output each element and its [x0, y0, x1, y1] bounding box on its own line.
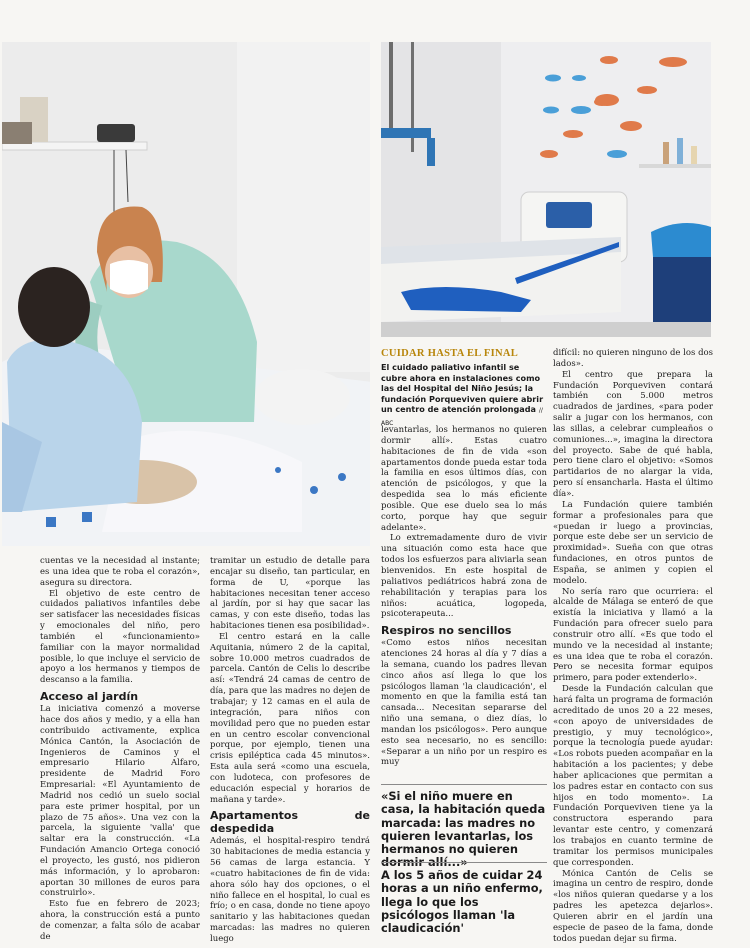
caption-kicker: CUIDAR HASTA EL FINAL [381, 348, 519, 359]
article-column-1 [40, 556, 200, 943]
photo-bathroom-bathtub [381, 42, 711, 337]
paragraph: Además, el hospital-respiro tendrá 30 habitaciones de media estancia y 56 camas de larga estancia. Y «cuatro habitaciones de fin de vida: ahora sólo hay dos opciones, o el niño fallece en el hospital, lo cual es frío; o en casa, donde no tiene apoyo sanitario y las habitaciones quedan marcadas: las madres no quieren luego [210, 836, 370, 944]
pull-quote-2: A los 5 años de cuidar 24 horas a un niño enfermo, llega lo que los psicólogos llaman 'la claudicación' [381, 868, 543, 936]
article-column-2 [210, 556, 370, 945]
caption-text-block [381, 362, 547, 430]
pullquote-rule-top [381, 784, 547, 785]
paragraph: Esto fue en febrero de 2023; ahora, la construcción está a punto de comenzar, a falta sólo de acabar de [40, 899, 200, 942]
paragraph: No sería raro que ocurriera: el alcalde de Málaga se enteró de que existía la iniciativa y llamó a la Fundación para ofrecer suelo para construir otro allí. «Es que todo el mundo ve la necesidad al instante; es una idea que te roba el corazón. Pero se necesita formar equipos primero, para poder extenderlo». [553, 586, 713, 684]
paragraph: Mónica Cantón de Celis se imagina un centro de respiro, donde «los niños quieran quedarse y a los padres les apetezca dejarlos». Quieren abrir en el jardín una especie de paseo de la fama, donde todos puedan dejar su firma. [553, 868, 713, 944]
paragraph: levantarlas, los hermanos no quieren dormir allí». Estas cuatro habitaciones de fin de vida «son apartamentos donde pueda estar toda la familia en esos últimos días, con atención de psicólogos, y que la despedida sea lo más eficiente posible. Que ese duelo sea lo más corto, porque hay que seguir adelante». [381, 425, 547, 533]
photo-bathroom-bathtub-illustration [381, 42, 711, 337]
paragraph: El centro estará en la calle Aquitania, número 2 de la capital, sobre 10.000 metros cuadrados de parcela. Cantón de Celis lo describe así: «Tendrá 24 camas de centro de día, para que las madres no dejen de trabajar; y 12 camas en el aula de integración, para niños con movilidad pero que no pueden estar en un centro escolar convencional porque, por ejemplo, tienen una crisis epiléptica cada 45 minutos». Esta aula será «como una escuela, con ludoteca, con profesores de educación especial y horarios de mañana y tarde». [210, 631, 370, 805]
paragraph: Lo extremadamente duro de vivir una situación como esta hace que todos los esfuerzos para aliviarla sean bienvenidos. En este hospital de paliativos pediátricos habrá zona de rehabilitación y terapias para los niños: acuática, logopeda, psicoterapeuta... [381, 533, 547, 620]
paragraph: El objetivo de este centro de cuidados paliativos infantiles debe ser satisfacer las necesidades físicas y emocionales del niño, pero también el «funcionamiento» familiar con la mayor normalidad posible, lo que incluye el servicio de apoyo a los hermanos y tiempos de descanso a la familia. [40, 588, 200, 686]
paragraph: cuentas ve la necesidad al instante; es una idea que te roba el corazón», asegura su directora. [40, 556, 200, 588]
paragraph: La iniciativa comenzó a moverse hace dos años y medio, y a ella han contribuido activamente, explica Mónica Cantón, la Asociación de Ingenieros de Caminos y el empresario Hilario Alfaro, presidente de Madrid Foro Empresarial: «El Ayuntamiento de Madrid nos cedió un suelo social para este primer hospital, por un plazo de 75 años». Una vez con la parcela, la siguiente 'valla' que saltar era la construcción. «La Fundación Amancio Ortega conoció el proyecto, les gustó, nos pidieron más información, y lo aprobaron: aportan 30 millones de euros para construirlo». [40, 704, 200, 899]
pull-quote-1: «Si el niño muere en casa, la habitación queda marcada: las madres no quieren levantarlas, los hermanos no quieren dormir allí...» [381, 789, 546, 870]
paragraph: tramitar un estudio de detalle para encajar su diseño, tan particular, en forma de U, «porque las habitaciones necesitan tener acceso al jardín, por si hay que sacar las camas, y con este diseño, todas las habitaciones tienen esa posibilidad». [210, 556, 370, 632]
pullquote-rule-middle [381, 862, 547, 863]
article-column-4 [553, 348, 713, 944]
paragraph: Desde la Fundación calculan que hará falta un programa de formación acreditado de unos 20 a 22 meses, «con apoyo de universidades de prestigio, y muy tecnológico», porque la tecnología puede ayudar: «Los robots pueden acompañar en la habitación a los pacientes; y debe haber aplicaciones que permitan a los padres estar en contacto con sus hijos en todo momento». La Fundación Porqueviven tiene ya la constructora esperando para levantar este centro, y comenzará los trabajos en cuanto termine de tramitar los permisos municipales que corresponden. [553, 684, 713, 868]
paragraph: El centro que prepara la Fundación Porqueviven contará también con 5.000 metros cuadrados de jardines, «para poder salir a jugar con los hermanos, con las sillas, a celebrar cumpleaños o comuniones...», imagina la directora del proyecto. Sabe de qué habla, pero tiene claro el objetivo: «Somos partidarios de no alargar la vida, pero sí ensancharla. Hasta el último día». [553, 369, 713, 499]
photo-caption [381, 348, 547, 430]
paragraph: «Como estos niños necesitan atenciones 24 horas al día y 7 días a la semana, cuando los padres llevan cinco años así llega lo que los psicólogos llaman 'la claudicación', el momento en que la familia está tan cansada... Necesitan separarse del niño una semana, o diez días, lo mandan los psicólogos». Pero aunque esto sea necesario, no es sencillo: «Separar a un niño por un respiro es muy [381, 638, 547, 768]
photo-nurse-and-child-illustration [2, 42, 370, 546]
article-column-3 [381, 425, 547, 768]
subheading-acceso-al-jardin: Acceso al jardín [40, 690, 139, 704]
paragraph: La Fundación quiere también formar a profesionales para que «puedan ir luego a provincias, porque este debe ser un servicio de proximidad». Sueña con que otras fundaciones, en otros puntos de España, se animen y copien el modelo. [553, 499, 713, 586]
caption-text: El cuidado paliativo infantil se cubre ahora en instalaciones como las del Hospital del Niño Jesús; la fundación Porqueviven quiere abrir un centro de atención prolongada [381, 362, 544, 415]
caption-credit: // ABC [381, 407, 543, 427]
paragraph: difícil: no quieren ninguno de los dos lados». [553, 348, 713, 369]
subheading-respiros-no-sencillos: Respiros no sencillos [381, 624, 512, 638]
subheading-apartamentos-de-despedida: Apartamentos de despedida [210, 809, 370, 836]
photo-nurse-and-child [2, 42, 370, 546]
